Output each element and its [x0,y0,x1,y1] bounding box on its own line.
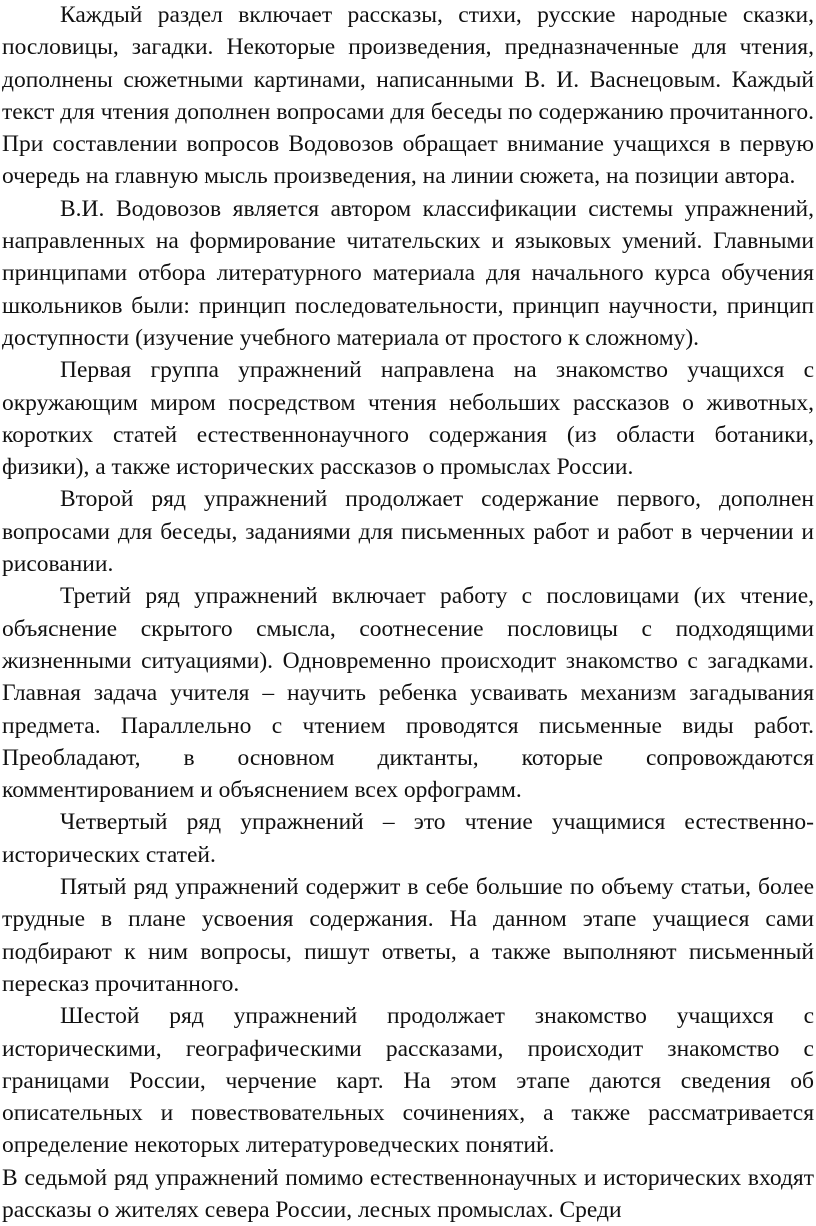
paragraph-vodovozov-classification: В.И. Водовозов является автором классификации системы упражнений, направленных на формирование читательских и языковых умений. Главными принципами отбора литературного материала для начального курса обучения школьников были: принцип последовательности, принцип научности, принцип доступности (изучение учебного материала от простого к сложному). [2,195,814,351]
paragraph-fourth-series: Четвертый ряд упражнений – это чтение учащимися естественно-исторических статей. [2,809,814,868]
paragraph-seventh-series: В седьмой ряд упражнений помимо естественнонаучных и исторических входят рассказы о жителях севера России, лесных промыслах. Среди [2,1164,814,1223]
paragraph-fifth-series: Пятый ряд упражнений содержит в себе большие по объему статьи, более трудные в плане усвоения содержания. На данном этапе учащиеся сами подбирают к ним вопросы, пишут ответы, а также выполняют письменный пересказ прочитанного. [2,874,814,997]
paragraph-third-series: Третий ряд упражнений включает работу с пословицами (их чтение, объяснение скрытого смысла, соотнесение пословицы с подходящими жизненными ситуациями). Одновременно происходит знакомство с загадками. Главная задача учителя – научить ребенка усваивать механизм загадывания предмета. Параллельно с чтением проводятся письменные виды работ. Преобладают, в основном диктанты, которые сопровождаются комментированием и объяснением всех орфограмм. [2,583,814,804]
paragraph-first-group: Первая группа упражнений направлена на знакомство учащихся с окружающим миром посредством чтения небольших рассказов о животных, коротких статей естественнонаучного содержания (из области ботаники, физики), а также исторических рассказов о промыслах России. [2,357,814,481]
paragraph-sixth-series: Шестой ряд упражнений продолжает знакомство учащихся с историческими, географическими рассказами, происходит знакомство с границами России, черчение карт. На этом этапе даются сведения об описательных и повествовательных сочинениях, а также рассматривается определение некоторых литературоведческих понятий. [2,1003,814,1159]
paragraph-sections-content: Каждый раздел включает рассказы, стихи, русские народные сказки, пословицы, загадки. Некоторые произведения, предназначенные для чтения, дополнены сюжетными картинами, написанными В. И. Васнецовым. Каждый текст для чтения дополнен вопросами для беседы по содержанию прочитанного. При составлении вопросов Водовозов обращает внимание учащихся в первую очередь на главную мысль произведения, на линии сюжета, на позиции автора. [2,2,814,190]
paragraph-second-series: Второй ряд упражнений продолжает содержание первого, дополнен вопросами для беседы, заданиями для письменных работ и работ в черчении и рисовании. [2,486,814,578]
